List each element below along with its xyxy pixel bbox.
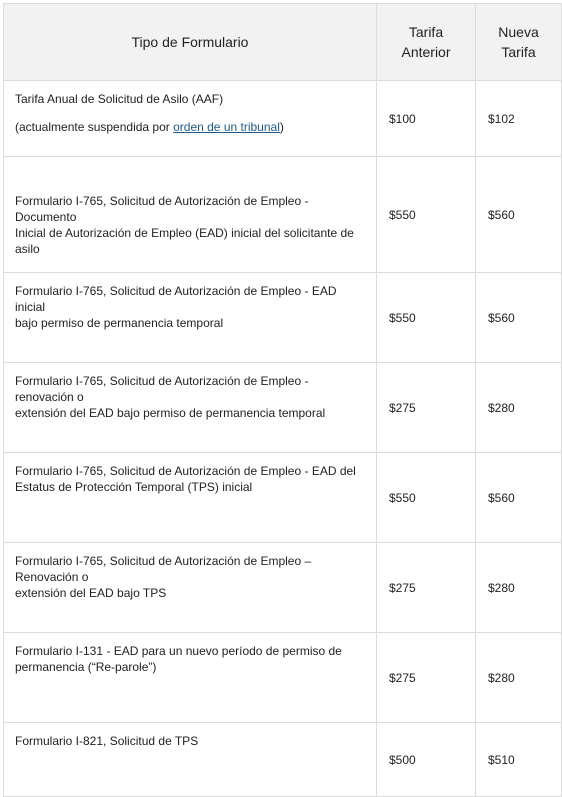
form-description-line: Formulario I-765, Solicitud de Autorización de Empleo - EAD inicial [15, 284, 337, 314]
form-description-cell [4, 157, 377, 273]
form-description-cell [4, 723, 377, 797]
new-fee-cell: $560 [476, 453, 562, 543]
previous-fee-cell: $550 [377, 157, 476, 273]
table-row [4, 543, 562, 633]
header-row [4, 4, 562, 81]
previous-fee-cell: $275 [377, 363, 476, 453]
header-new-fee [476, 4, 562, 81]
court-order-link[interactable]: orden de un tribunal [173, 120, 280, 134]
new-fee-cell: $280 [476, 633, 562, 723]
new-fee-cell: $560 [476, 273, 562, 363]
form-description-line: Formulario I-765, Solicitud de Autorización de Empleo - EAD del [15, 464, 356, 478]
previous-fee-cell: $550 [377, 273, 476, 363]
form-description-line: Formulario I-131 - EAD para un nuevo período de permiso de [15, 644, 342, 658]
header-form-type [4, 4, 377, 81]
previous-fee-cell: $275 [377, 633, 476, 723]
form-description-cell [4, 363, 377, 453]
form-description-cell [4, 273, 377, 363]
form-description-line: extensión del EAD bajo TPS [15, 586, 167, 600]
header-form-type-label: Tipo de Formulario [131, 34, 249, 50]
form-description-line: Formulario I-821, Solicitud de TPS [15, 734, 199, 748]
form-description-cell [4, 81, 377, 157]
previous-fee-cell: $550 [377, 453, 476, 543]
new-fee-cell: $510 [476, 723, 562, 797]
header-previous-fee-line1: Tarifa [408, 24, 444, 40]
new-fee-cell: $102 [476, 81, 562, 157]
table-row [4, 723, 562, 797]
form-description-cell [4, 633, 377, 723]
form-description-line: Formulario I-765, Solicitud de Autorización de Empleo –Renovación o [15, 554, 312, 584]
new-fee-cell: $280 [476, 543, 562, 633]
table-row [4, 453, 562, 543]
form-description-line: Formulario I-765, Solicitud de Autorización de Empleo - renovación o [15, 374, 309, 404]
form-description-line: Formulario I-765, Solicitud de Autorización de Empleo - Documento [15, 194, 309, 224]
fee-table [3, 3, 562, 797]
table-row [4, 363, 562, 453]
suspension-note [15, 119, 367, 135]
form-description-line: Inicial de Autorización de Empleo (EAD) inicial del solicitante de asilo [15, 226, 354, 256]
form-description-line: Estatus de Protección Temporal (TPS) inicial [15, 480, 253, 494]
form-description-line: permanencia (“Re-parole”) [15, 660, 157, 674]
suspension-note-prefix: (actualmente suspendida por [15, 120, 174, 134]
table-row [4, 273, 562, 363]
new-fee-cell: $560 [476, 157, 562, 273]
form-description-line: extensión del EAD bajo permiso de permanencia temporal [15, 406, 326, 420]
form-description-cell [4, 543, 377, 633]
header-previous-fee [377, 4, 476, 81]
previous-fee-cell: $100 [377, 81, 476, 157]
new-fee-cell: $280 [476, 363, 562, 453]
previous-fee-cell: $500 [377, 723, 476, 797]
previous-fee-cell: $275 [377, 543, 476, 633]
header-new-fee-line1: Nueva [498, 24, 539, 40]
form-description-cell [4, 453, 377, 543]
form-description-line: bajo permiso de permanencia temporal [15, 316, 224, 330]
form-description-line: Tarifa Anual de Solicitud de Asilo (AAF) [15, 92, 224, 106]
suspension-note-suffix: ) [279, 120, 284, 134]
table-row [4, 81, 562, 157]
table-row [4, 157, 562, 273]
header-previous-fee-line2: Anterior [401, 44, 451, 60]
header-new-fee-line2: Tarifa [501, 44, 536, 60]
table-row [4, 633, 562, 723]
